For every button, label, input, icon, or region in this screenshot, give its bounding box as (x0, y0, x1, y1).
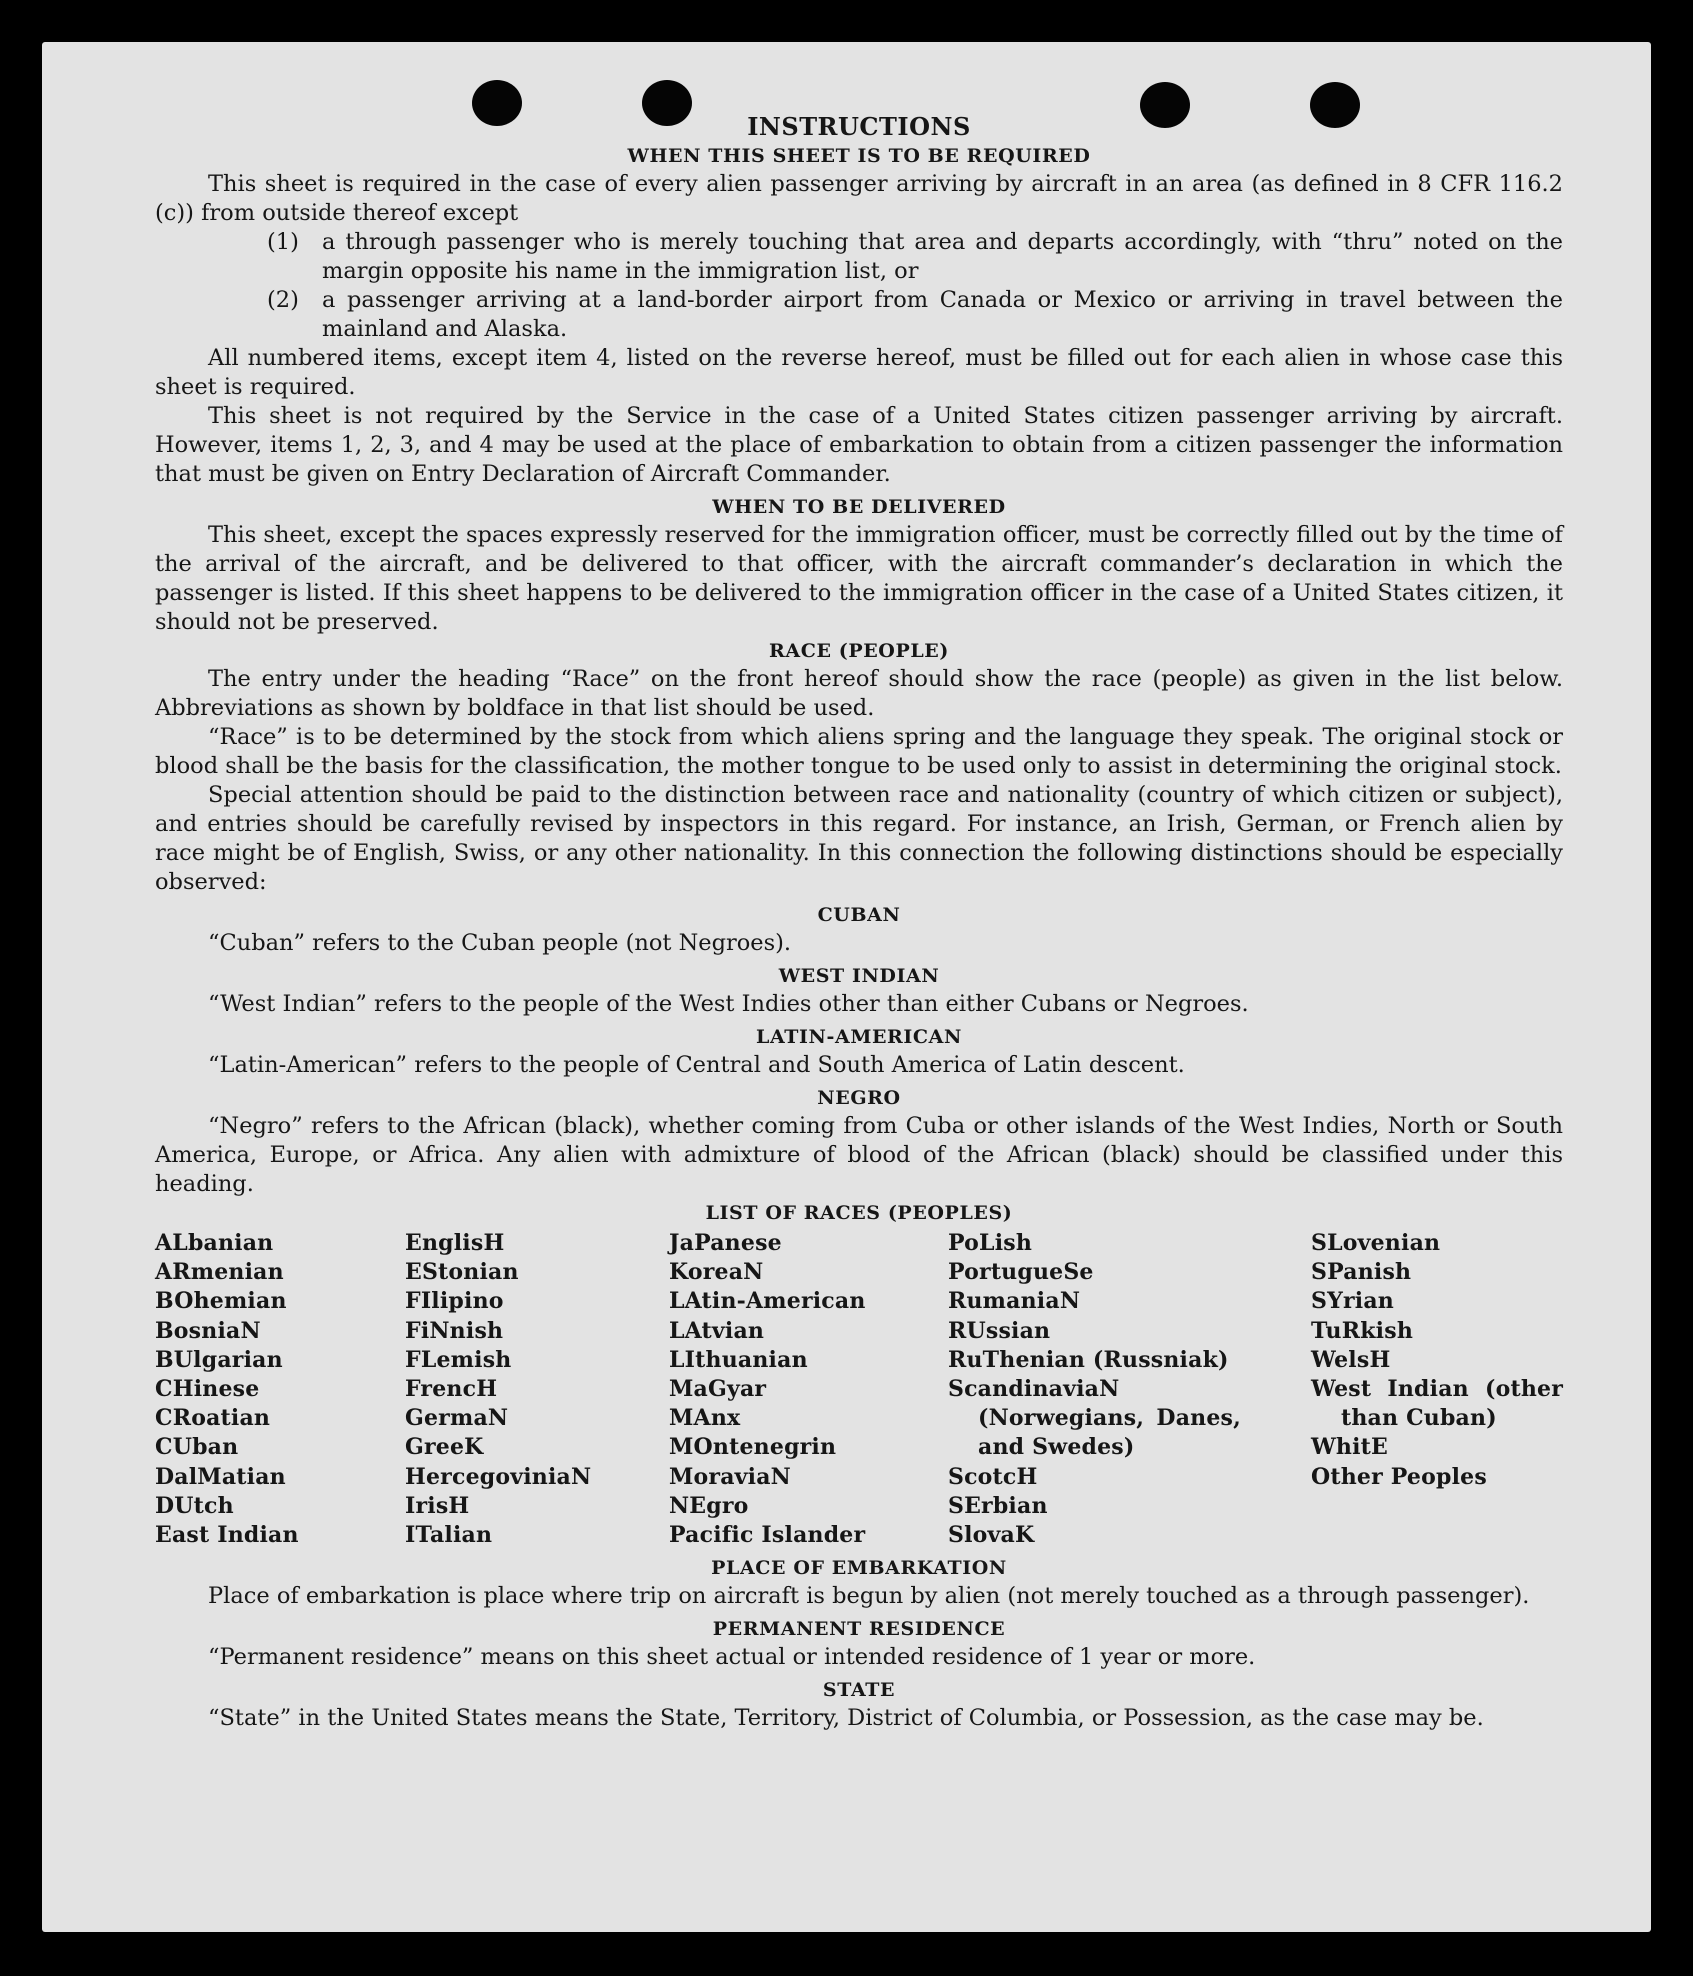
races-column-2 (405, 1229, 669, 1550)
paragraph: “State” in the United States means the State, Territory, District of Columbia, or Possession, as the case may be. (208, 1705, 1484, 1732)
race-item: Other Peoples (1311, 1463, 1487, 1490)
race-item: EStonian (405, 1259, 519, 1286)
heading-required: WHEN THIS SHEET IS TO BE REQUIRED (627, 145, 1091, 167)
paragraph: This sheet is not required by the Service in the case of a United States citizen passenger arriving by aircraft. However, items 1, 2, 3, and 4 may be used at the place of embarkation to obtain from a citizen passenger the information that must be given on Entry Declaration of Aircraft Commander. (155, 403, 1563, 487)
race-item: PortugueSe (948, 1259, 1094, 1286)
race-item: LAtvian (669, 1317, 765, 1344)
race-item: CHinese (155, 1376, 260, 1403)
heading-embarkation: PLACE OF EMBARKATION (711, 1557, 1007, 1580)
race-item: MaGyar (669, 1376, 767, 1403)
paragraph: Special attention should be paid to the distinction between race and nationality (country of which citizen or subject), and entries should be carefully revised by inspectors in this regard. For instance, an Irish, German, or French alien by race might be of English, Swiss, or any other nationality. In this connection the following distinctions should be especially observed: (155, 782, 1563, 895)
races-column-3 (669, 1229, 948, 1550)
heading-cuban: CUBAN (817, 904, 901, 926)
paragraph: All numbered items, except item 4, listed on the reverse hereof, must be filled out for each alien in whose case this sheet is required. (155, 345, 1563, 400)
race-item: FrencH (405, 1376, 498, 1403)
page-title: INSTRUCTIONS (747, 112, 971, 141)
race-item: KoreaN (669, 1259, 764, 1286)
heading-negro: NEGRO (817, 1087, 901, 1109)
race-item: IrisH (405, 1492, 470, 1519)
item-text: a through passenger who is merely touching that area and departs accordingly, with “thru” noted on the margin opposite his name in the immigration list, or (322, 229, 1563, 284)
race-item: BOhemian (155, 1288, 287, 1315)
race-item: NEgro (669, 1492, 749, 1519)
race-item: EnglisH (405, 1230, 505, 1256)
race-item: JaPanese (669, 1230, 782, 1256)
race-item-west-indian: West Indian (other than Cuban) (1311, 1376, 1563, 1432)
paragraph: “Negro” refers to the African (black), whether coming from Cuba or other islands of the West Indies, North or South America, Europe, or Africa. Any alien with admixture of blood of the African (black) should be classified under this heading. (155, 1113, 1563, 1197)
paragraph: This sheet, except the spaces expressly reserved for the immigration officer, must be correctly filled out by the time of the arrival of the aircraft, and be delivered to that officer, with the aircraft commander’s declaration in which the passenger is listed. If this sheet happens to be delivered to the immigration officer in the case of a United States citizen, it should not be preserved. (155, 522, 1563, 635)
item-text: a passenger arriving at a land-border airport from Canada or Mexico or arriving in travel between the mainland and Alaska. (322, 287, 1563, 342)
heading-west-indian: WEST INDIAN (778, 965, 940, 987)
race-item: RUssian (948, 1317, 1051, 1344)
race-item: WhitE (1311, 1434, 1388, 1461)
paragraph: Place of embarkation is place where trip on aircraft is begun by alien (not merely touched as a through passenger). (208, 1583, 1530, 1610)
race-item: BUlgarian (155, 1346, 283, 1373)
races-column-4 (948, 1229, 1241, 1550)
race-item: SLovenian (1311, 1230, 1441, 1256)
paragraph: “Race” is to be determined by the stock from which aliens spring and the language they speak. The original stock or blood shall be the basis for the classification, the mother tongue to be used only to assist in determining the original stock. (155, 724, 1563, 779)
race-item: RuThenian (Russniak) (948, 1346, 1229, 1373)
list-item (267, 228, 1563, 286)
paragraph: “Permanent residence” means on this sheet actual or intended residence of 1 year or more. (208, 1644, 1256, 1671)
race-item: MAnx (669, 1405, 741, 1432)
race-item: FIlipino (405, 1288, 504, 1315)
heading-list-of-races: LIST OF RACES (PEOPLES) (705, 1202, 1013, 1224)
race-item: CRoatian (155, 1405, 271, 1432)
races-column-1 (155, 1229, 405, 1550)
race-item: FiNnish (405, 1317, 504, 1344)
race-item: DUtch (155, 1492, 234, 1519)
race-item: ITalian (405, 1522, 493, 1549)
paragraph: “Latin-American” refers to the people of Central and South America of Latin descent. (208, 1052, 1185, 1078)
paragraph: “Cuban” refers to the Cuban people (not Negroes). (208, 930, 792, 956)
paragraph: “West Indian” refers to the people of the West Indies other than either Cubans or Negroes. (208, 991, 1249, 1017)
race-item: DalMatian (155, 1463, 286, 1490)
races-table (155, 1229, 1563, 1550)
instructions-content (155, 112, 1563, 1733)
race-item: ScotcH (948, 1463, 1038, 1490)
races-column-5 (1311, 1229, 1563, 1550)
heading-state: STATE (822, 1679, 896, 1702)
race-item: FLemish (405, 1346, 512, 1373)
race-item: GermaN (405, 1405, 509, 1432)
race-item: ARmenian (155, 1259, 284, 1286)
race-item: SlovaK (948, 1522, 1035, 1549)
race-item-scandinavian: ScandinaviaN (Norwegians, Danes, and Swedes) (948, 1376, 1241, 1461)
heading-permanent-residence: PERMANENT RESIDENCE (712, 1618, 1006, 1641)
race-item: CUban (155, 1434, 239, 1461)
race-item: Pacific Islander (669, 1522, 866, 1549)
race-item: HercegoviniaN (405, 1463, 592, 1490)
race-item: BosniaN (155, 1317, 261, 1344)
race-item: MOntenegrin (669, 1434, 837, 1461)
item-number: (2) (267, 287, 299, 313)
race-item: ALbanian (155, 1230, 274, 1256)
race-item: East Indian (155, 1522, 299, 1549)
race-item: GreeK (405, 1434, 484, 1461)
heading-race: RACE (PEOPLE) (769, 640, 949, 662)
paragraph: The entry under the heading “Race” on the front hereof should show the race (people) as given in the list below. Abbreviations as shown by boldface in that list should be used. (155, 666, 1563, 721)
race-item: SErbian (948, 1492, 1048, 1519)
race-item: SYrian (1311, 1288, 1394, 1315)
heading-latin-american: LATIN-AMERICAN (756, 1026, 962, 1048)
race-item: SPanish (1311, 1259, 1412, 1286)
race-item: TuRkish (1311, 1317, 1414, 1344)
race-item: WelsH (1311, 1346, 1391, 1373)
list-item (267, 286, 1563, 344)
race-item: RumaniaN (948, 1288, 1081, 1315)
paragraph: This sheet is required in the case of every alien passenger arriving by aircraft in an area (as defined in 8 CFR 116.2 (c)) from outside thereof except (155, 171, 1563, 226)
race-item: LAtin-American (669, 1288, 866, 1315)
heading-delivered: WHEN TO BE DELIVERED (712, 496, 1006, 518)
race-item: PoLish (948, 1230, 1033, 1256)
race-item: MoraviaN (669, 1463, 791, 1490)
item-number: (1) (267, 229, 299, 255)
race-item: LIthuanian (669, 1346, 808, 1373)
